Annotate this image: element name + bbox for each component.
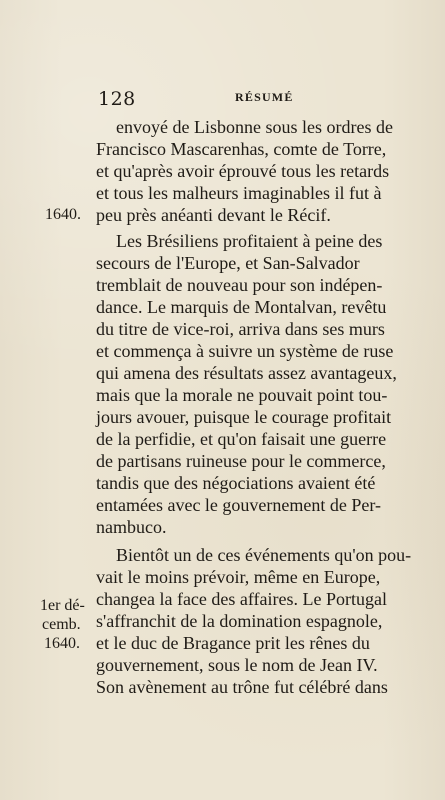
text-line: jours avouer, puisque le courage profitait xyxy=(96,407,392,427)
text-line: mais que la morale ne pouvait point tou- xyxy=(96,385,388,405)
page-header xyxy=(0,88,445,108)
text-line: Les Brésiliens profitaient à peine des xyxy=(116,231,383,251)
text-line: entamées avec le gouvernement de Per- xyxy=(96,495,382,515)
text-line: secours de l'Europe, et San-Salvador xyxy=(96,253,360,273)
text-line: de partisans ruineuse pour le commerce, xyxy=(96,451,386,471)
margin-note: 1er dé- xyxy=(40,597,85,614)
text-line: du titre de vice-roi, arriva dans ses murs xyxy=(96,319,385,339)
text-line: dance. Le marquis de Montalvan, revêtu xyxy=(96,297,387,317)
text-line: Son avènement au trône fut célébré dans xyxy=(96,677,388,697)
margin-note: cemb. xyxy=(42,616,81,633)
margin-note: 1640. xyxy=(44,635,80,652)
page-number: 128 xyxy=(98,88,136,110)
margin-note: 1640. xyxy=(45,206,81,223)
text-line: s'affranchit de la domination espagnole, xyxy=(96,611,383,631)
running-head: RÉSUMÉ xyxy=(235,90,294,104)
text-line: changea la face des affaires. Le Portugal xyxy=(96,589,388,609)
text-line: peu près anéanti devant le Récif. xyxy=(96,205,331,225)
text-line: et commença à suivre un système de ruse xyxy=(96,341,394,361)
text-line: Francisco Mascarenhas, comte de Torre, xyxy=(96,139,387,159)
text-line: et qu'après avoir éprouvé tous les retards xyxy=(96,161,390,181)
text-line: et tous les malheurs imaginables il fut à xyxy=(96,183,382,203)
text-line: nambuco. xyxy=(96,517,167,537)
text-line: qui amena des résultats assez avantageux, xyxy=(96,363,397,383)
text-line: Bientôt un de ces événements qu'on pou- xyxy=(116,545,412,565)
text-line: et le duc de Bragance prit les rênes du xyxy=(96,633,370,653)
text-line: tandis que des négociations avaient été xyxy=(96,473,376,493)
text-line: gouvernement, sous le nom de Jean IV. xyxy=(96,655,378,675)
text-line: tremblait de nouveau pour son indépen- xyxy=(96,275,383,295)
text-line: vait le moins prévoir, même en Europe, xyxy=(96,567,381,587)
text-line: envoyé de Lisbonne sous les ordres de xyxy=(116,117,393,137)
text-line: de la perfidie, et qu'on faisait une guerre xyxy=(96,429,387,449)
